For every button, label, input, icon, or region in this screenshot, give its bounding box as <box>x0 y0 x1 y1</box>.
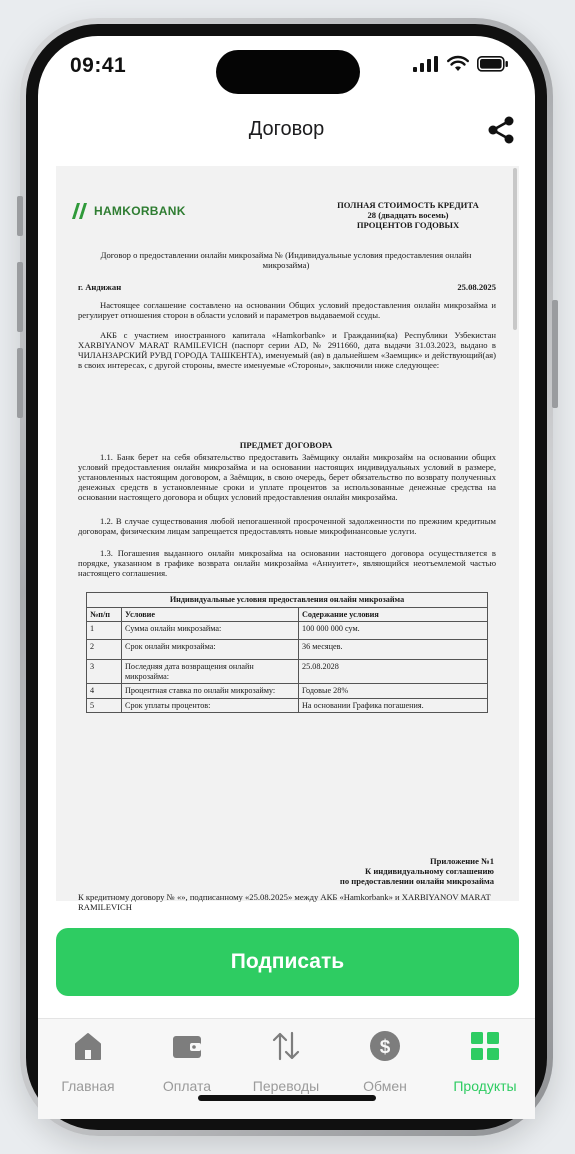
cost-line: ПРОЦЕНТОВ ГОДОВЫХ <box>356 220 460 230</box>
table-cell: Годовые 28% <box>299 684 488 699</box>
wifi-icon <box>447 56 469 72</box>
city: г. Андижан <box>78 282 122 292</box>
volume-up-button <box>17 262 23 332</box>
cellular-signal-icon <box>413 56 439 72</box>
header <box>38 112 535 152</box>
clause-1-2: 1.2. В случае существования любой непогашенной просроченной задолженности по прежним кредитным договорам, физическим лицам запрещается предоставлять новые микрофинансовые услуги. <box>78 516 496 536</box>
cost-line: 28 (двадцать восемь) <box>367 210 449 220</box>
dynamic-island <box>216 50 360 94</box>
table-cell: Срок уплаты процентов: <box>122 698 299 713</box>
tab-label: Продукты <box>453 1078 517 1094</box>
cost-line: ПОЛНАЯ СТОИМОСТЬ КРЕДИТА <box>337 200 479 210</box>
clause-1-3: 1.3. Погашения выданного онлайн микрозайма на основании настоящего договора осуществляется в порядке, указанном в графике возврата онлайн микрозайма «Аннуитет», являющийся неотъемлемой частью настоящего соглашения. <box>78 548 496 578</box>
table-cell: 100 000 000 сум. <box>299 622 488 640</box>
status-bar <box>38 36 535 106</box>
tab-bar <box>38 1018 535 1119</box>
appendix-line: по предоставлении онлайн микрозайма <box>339 876 494 886</box>
grid-icon <box>468 1029 502 1063</box>
appendix-line: К индивидуальному соглашению <box>364 866 494 876</box>
appendix-line: Приложение №1 <box>429 856 494 866</box>
volume-down-button <box>17 348 23 418</box>
table-cell: 3 <box>87 660 122 684</box>
table-header-row <box>87 607 488 622</box>
tab-home[interactable] <box>40 1029 136 1094</box>
sign-button[interactable]: Подписать <box>56 928 519 996</box>
table-cell: Последняя дата возвращения онлайн микрозайма: <box>122 660 299 684</box>
document-viewer[interactable] <box>56 166 519 912</box>
dollar-icon <box>368 1029 402 1063</box>
table-row <box>87 684 488 699</box>
tab-label: Главная <box>61 1078 115 1094</box>
table-cell: 1 <box>87 622 122 640</box>
appendix-heading <box>234 856 494 886</box>
table-cell: 36 месяцев. <box>299 640 488 660</box>
tab-label: Оплата <box>162 1078 212 1094</box>
table-cell: 4 <box>87 684 122 699</box>
conditions-table <box>86 592 488 713</box>
bank-logo <box>68 202 186 220</box>
table-row <box>87 698 488 713</box>
hamkorbank-logo-icon <box>68 202 90 220</box>
tab-label: Переводы <box>252 1078 320 1094</box>
parties-paragraph: АКБ с участием иностранного капитала «Hamkorbank» и Гражданин(ка) Республики Узбекистан XARBIYANOV MARAT RAMILEVICH (паспорт серии AD, № 2911660, дата выдачи 31.03.2023, выдано в ЧИЛАНЗАРСКИЙ РУВД ГОРОДА ТАШКЕНТА), именуемый (ая) в дальнейшем «Заемщик» и действующий(ая) в своих интересах, с другой стороны, вместе именуемые «Стороны», заключили ниже следующее: <box>78 330 496 370</box>
table-cell: 2 <box>87 640 122 660</box>
city-date-row <box>78 282 496 292</box>
credit-cost-block <box>318 200 498 230</box>
power-button <box>552 300 558 408</box>
table-row <box>87 660 488 684</box>
table-cell: 25.08.2028 <box>299 660 488 684</box>
table-title: Индивидуальные условия предоставления онлайн микрозайма <box>87 593 488 608</box>
contract-title: Договор о предоставлении онлайн микрозайма № (Индивидуальные условия предоставления онлайн микрозайма) <box>100 250 472 270</box>
table-row <box>87 622 488 640</box>
appendix-note: К кредитному договору № «», подписанному «25.08.2025» между АКБ «Hamkorbank» и XARBIYANOV MARAT RAMILEVICH <box>78 892 491 912</box>
battery-icon <box>477 56 509 72</box>
table-cell: Процентная ставка по онлайн микрозайму: <box>122 684 299 699</box>
transfer-arrows-icon <box>269 1029 303 1063</box>
table-cell: Сумма онлайн микрозайма: <box>122 622 299 640</box>
column-header: Условие <box>122 607 299 622</box>
mute-switch <box>17 196 23 236</box>
contract-date: 25.08.2025 <box>457 282 496 292</box>
status-time: 09:41 <box>70 54 127 77</box>
column-header: Содержание условия <box>299 607 488 622</box>
wallet-icon <box>170 1029 204 1063</box>
table-cell: Срок онлайн микрозайма: <box>122 640 299 660</box>
table-row <box>87 640 488 660</box>
tab-payment[interactable] <box>139 1029 235 1094</box>
table-cell: На основании Графика погашения. <box>299 698 488 713</box>
logo-text: HAMKORBANK <box>94 204 186 218</box>
tab-exchange[interactable] <box>337 1029 433 1094</box>
page-title: Договор <box>248 118 325 140</box>
clause-1-1: 1.1. Банк берет на себя обязательство предоставить Заёмщику онлайн микрозайм на основании общих условий предоставления онлайн микрозайма и на основании настоящих индивидуальных условий в размере, установленных настоящим договором, а Заёмщик, в свою очередь, берет обязательство по возврату полученных денежных средств в установленные сроки и уплате процентов за использованные денежные средства на основании настоящего договора и общих условий предоставления онлайн микрозайма. <box>78 452 496 502</box>
column-header: №п/п <box>87 607 122 622</box>
svg-text:$: $ <box>379 1037 391 1058</box>
tab-products[interactable] <box>437 1029 533 1094</box>
table-cell: 5 <box>87 698 122 713</box>
share-icon[interactable] <box>485 114 517 146</box>
screen <box>38 36 535 1118</box>
intro-paragraph: Настоящее соглашение составлено на основании Общих условий предоставления онлайн микрозайма и регулирует отношения сторон в области условий и параметров выдаваемой ссуды. <box>78 300 496 320</box>
home-icon <box>71 1029 105 1063</box>
section-title: ПРЕДМЕТ ДОГОВОРА <box>239 440 333 450</box>
tab-label: Обмен <box>363 1078 407 1094</box>
document-scrollbar[interactable] <box>513 168 517 330</box>
status-icons <box>413 56 509 72</box>
tab-transfers[interactable] <box>238 1029 334 1094</box>
home-indicator[interactable] <box>198 1095 376 1101</box>
